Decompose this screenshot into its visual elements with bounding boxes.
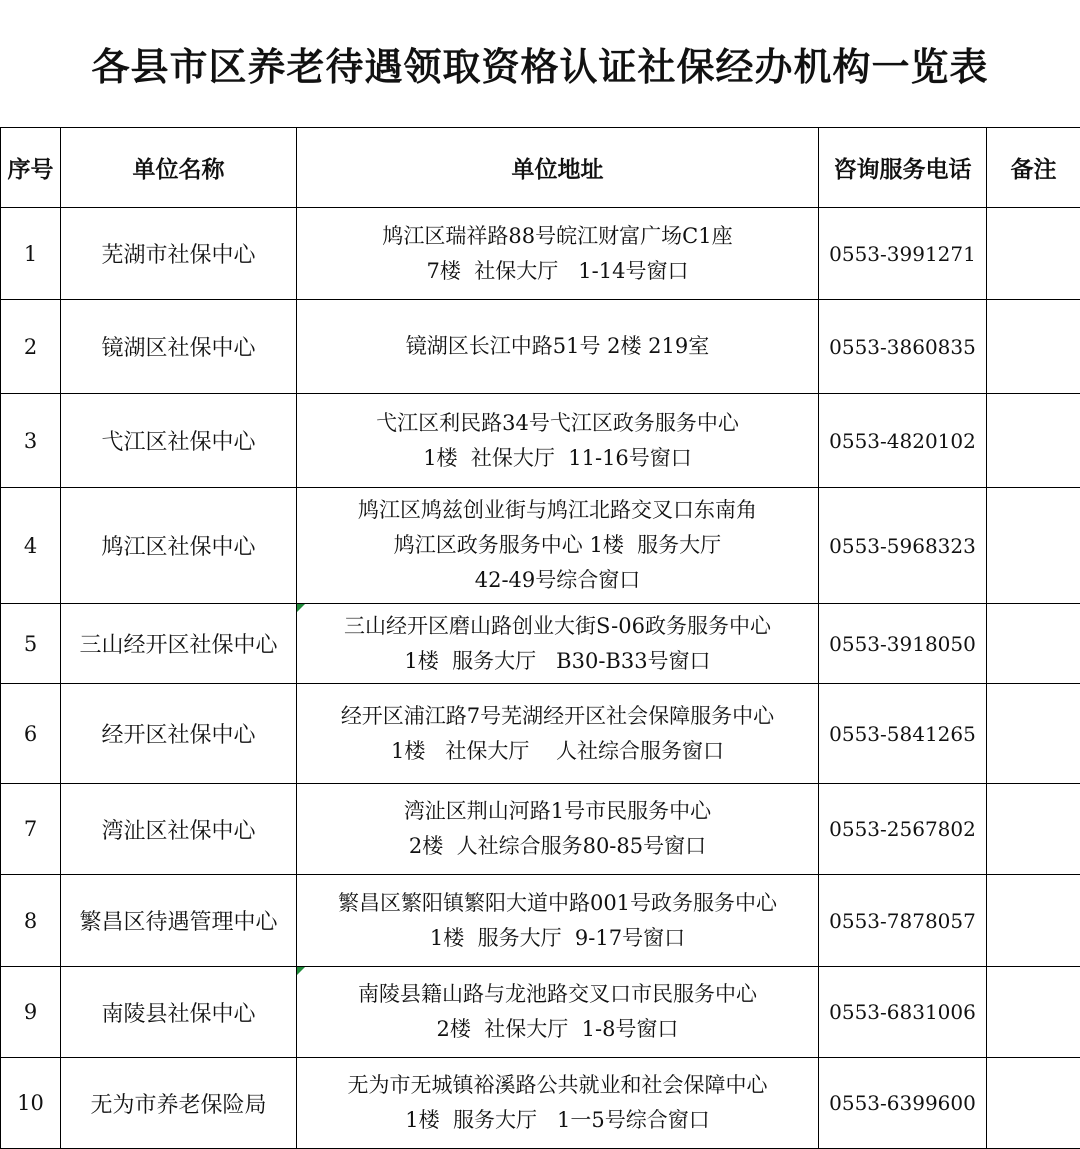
address-line: 弋江区利民路34号弋江区政务服务中心	[376, 410, 739, 435]
address-line: 无为市无城镇裕溪路公共就业和社会保障中心	[347, 1073, 768, 1097]
institution-table	[0, 127, 1080, 1149]
unit-name: 繁昌区待遇管理中心	[61, 875, 297, 967]
phone-number: 0553-7878057	[819, 875, 987, 967]
unit-name: 湾沚区社保中心	[61, 784, 297, 875]
note-cell	[987, 394, 1080, 488]
row-index: 8	[1, 875, 61, 967]
unit-address	[297, 784, 819, 875]
note-cell	[987, 208, 1080, 300]
cell-comment-marker	[297, 604, 305, 612]
phone-number: 0553-6831006	[819, 967, 987, 1058]
note-cell	[987, 488, 1080, 604]
header-index: 序号	[1, 128, 61, 208]
unit-name: 南陵县社保中心	[61, 967, 297, 1058]
note-cell	[987, 1058, 1080, 1149]
address-line: 1楼 服务大厅 B30-B33号窗口	[404, 648, 711, 673]
title-area	[0, 0, 1080, 127]
table-row	[1, 394, 1080, 488]
phone-number: 0553-5841265	[819, 684, 987, 784]
phone-number: 0553-6399600	[819, 1058, 987, 1149]
row-index: 2	[1, 300, 61, 394]
address-line: 经开区浦江路7号芜湖经开区社会保障服务中心	[340, 703, 775, 728]
note-cell	[987, 300, 1080, 394]
unit-name: 芜湖市社保中心	[61, 208, 297, 300]
unit-address	[297, 300, 819, 394]
table-row	[1, 684, 1080, 784]
address-line: 三山经开区磨山路创业大街S-06政务服务中心	[344, 613, 771, 638]
unit-address	[297, 208, 819, 300]
unit-name: 鸠江区社保中心	[61, 488, 297, 604]
address-line: 42-49号综合窗口	[474, 568, 641, 592]
unit-name: 经开区社保中心	[61, 684, 297, 784]
note-cell	[987, 684, 1080, 784]
address-line: 1楼 服务大厅 9-17号窗口	[429, 925, 686, 950]
address-line: 1楼 社保大厅 人社综合服务窗口	[390, 738, 725, 763]
address-line: 镜湖区长江中路51号 2楼 219室	[405, 334, 710, 358]
phone-number: 0553-2567802	[819, 784, 987, 875]
address-line: 南陵县籍山路与龙池路交叉口市民服务中心	[358, 982, 757, 1006]
unit-name: 三山经开区社保中心	[61, 604, 297, 684]
header-phone: 咨询服务电话	[819, 128, 987, 208]
row-index: 4	[1, 488, 61, 604]
address-line: 2楼 社保大厅 1-8号窗口	[436, 1017, 679, 1041]
table-row	[1, 488, 1080, 604]
table-row	[1, 784, 1080, 875]
row-index: 3	[1, 394, 61, 488]
phone-number: 0553-3991271	[819, 208, 987, 300]
address-line: 鸠江区政务服务中心 1楼 服务大厅	[393, 533, 722, 557]
address-line: 繁昌区繁阳镇繁阳大道中路001号政务服务中心	[337, 890, 778, 915]
row-index: 5	[1, 604, 61, 684]
address-line: 7楼 社保大厅 1-14号窗口	[426, 258, 689, 283]
page-title: 各县市区养老待遇领取资格认证社保经办机构一览表	[91, 45, 989, 89]
address-line: 湾沚区荆山河路1号市民服务中心	[403, 799, 712, 823]
header-note: 备注	[987, 128, 1080, 208]
table-row	[1, 300, 1080, 394]
address-line: 2楼 人社综合服务80-85号窗口	[408, 834, 707, 858]
address-line: 1楼 社保大厅 11-16号窗口	[423, 445, 692, 470]
note-cell	[987, 784, 1080, 875]
table-row	[1, 1058, 1080, 1149]
note-cell	[987, 967, 1080, 1058]
unit-address	[297, 604, 819, 684]
header-name: 单位名称	[61, 128, 297, 208]
unit-address	[297, 967, 819, 1058]
address-line: 鸠江区鸠兹创业街与鸠江北路交叉口东南角	[358, 498, 757, 522]
unit-address	[297, 394, 819, 488]
unit-address	[297, 1058, 819, 1149]
phone-number: 0553-3918050	[819, 604, 987, 684]
table-row	[1, 967, 1080, 1058]
note-cell	[987, 875, 1080, 967]
address-line: 1楼 服务大厅 1一5号综合窗口	[405, 1108, 710, 1132]
table-row	[1, 208, 1080, 300]
row-index: 6	[1, 684, 61, 784]
unit-address	[297, 684, 819, 784]
note-cell	[987, 604, 1080, 684]
row-index: 7	[1, 784, 61, 875]
row-index: 9	[1, 967, 61, 1058]
table-row	[1, 875, 1080, 967]
row-index: 10	[1, 1058, 61, 1149]
phone-number: 0553-4820102	[819, 394, 987, 488]
unit-name: 弋江区社保中心	[61, 394, 297, 488]
phone-number: 0553-3860835	[819, 300, 987, 394]
header-row	[1, 128, 1080, 208]
cell-comment-marker	[297, 967, 305, 975]
unit-name: 镜湖区社保中心	[61, 300, 297, 394]
unit-address	[297, 875, 819, 967]
row-index: 1	[1, 208, 61, 300]
address-line: 鸠江区瑞祥路88号皖江财富广场C1座	[382, 223, 733, 248]
phone-number: 0553-5968323	[819, 488, 987, 604]
table-row	[1, 604, 1080, 684]
unit-address	[297, 488, 819, 604]
unit-name: 无为市养老保险局	[61, 1058, 297, 1149]
header-address: 单位地址	[297, 128, 819, 208]
